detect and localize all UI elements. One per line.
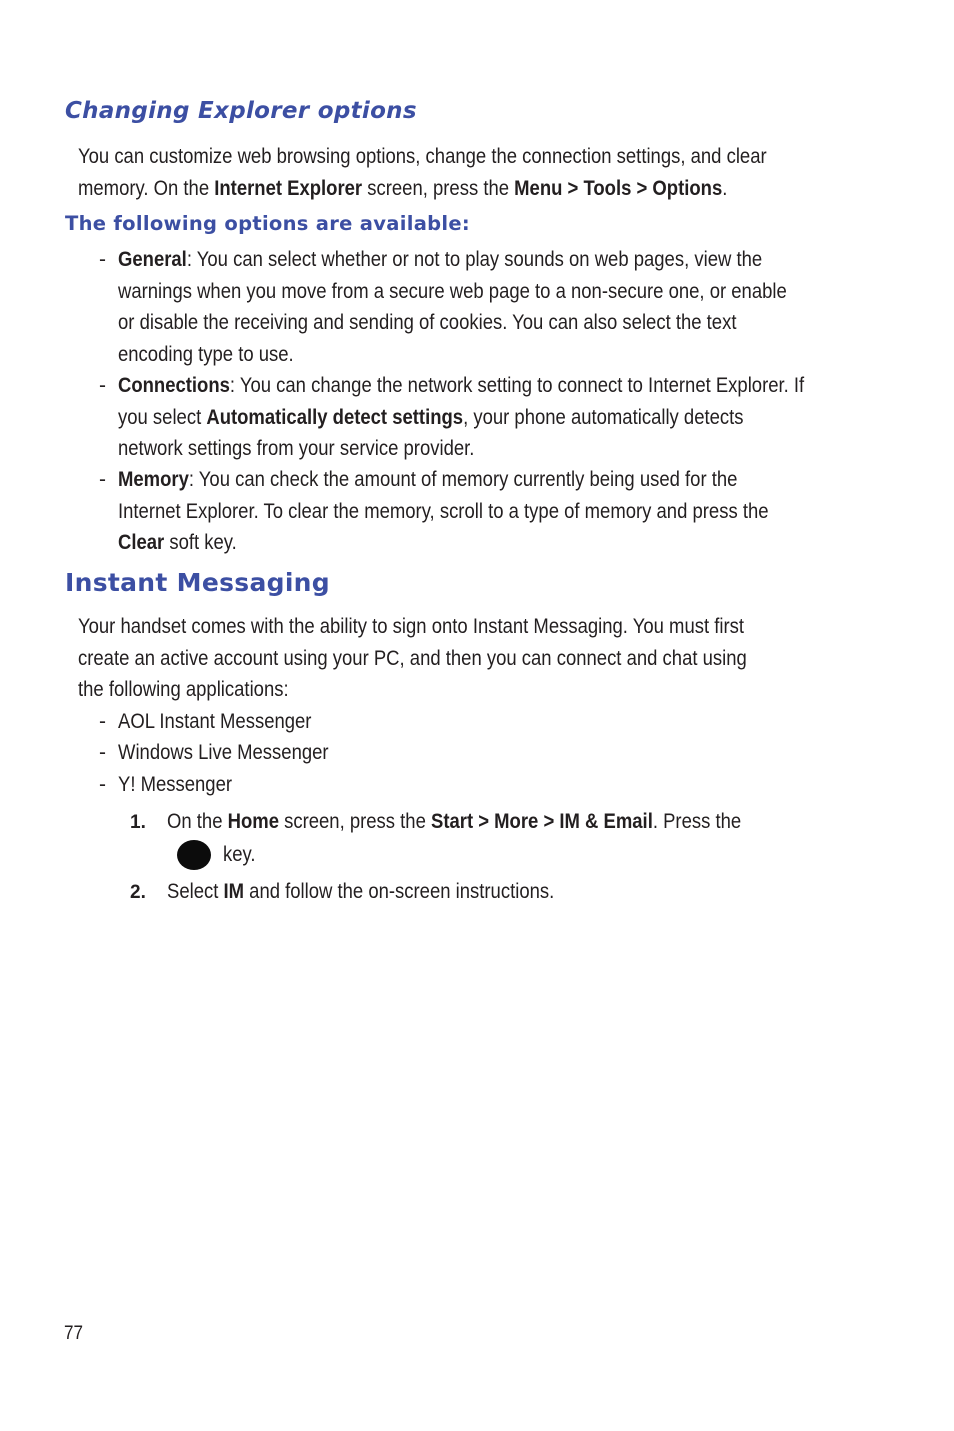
option-term: Memory <box>118 468 189 491</box>
option-term: Connections <box>118 374 230 397</box>
section-heading-instant-messaging: Instant Messaging <box>65 568 330 597</box>
option-general-text: General: You can select whether or not to play sounds on web pages, view the warnings when you move from a secure web page to a non-secure one, or enable or disable the receiving and sending of cookies. You can also select the text encoding type to use. <box>118 248 787 366</box>
list-dash: - <box>99 741 106 764</box>
app-windows-live: Windows Live Messenger <box>118 741 329 764</box>
round-action-key-icon <box>177 840 211 870</box>
option-memory-text: Memory: You can check the amount of memory currently being used for the Internet Explorer. To clear the memory, scroll to a type of memory and press the Clear soft key. <box>118 468 769 554</box>
step-2-text: Select IM and follow the on-screen instructions. <box>167 880 555 903</box>
step-number: 1. <box>130 812 146 833</box>
list-dash: - <box>99 468 106 491</box>
internet-explorer-label: Internet Explorer <box>214 176 363 200</box>
app-aol: AOL Instant Messenger <box>118 710 312 733</box>
option-connections-text: Connections: You can change the network setting to connect to Internet Explorer. If you select Automatically detect settings, your phone automatically detects network settings from your service provider. <box>118 374 805 460</box>
list-dash: - <box>99 248 106 271</box>
page-number: 77 <box>64 1323 84 1344</box>
subheading-available-options: The following options are available: <box>65 212 471 235</box>
explorer-options-intro: You can customize web browsing options, change the connection settings, and clear memory. On the Internet Explorer screen, press the Menu > Tools > Options. <box>78 145 767 200</box>
list-dash: - <box>99 374 106 397</box>
app-yahoo: Y! Messenger <box>118 773 233 796</box>
instant-messaging-intro: Your handset comes with the ability to sign onto Instant Messaging. You must first create an active account using your PC, and then you can connect and chat using the following applications: <box>78 615 747 701</box>
key-label: key. <box>223 843 256 866</box>
menu-path-label: Menu > Tools > Options <box>514 176 723 200</box>
step-1-text: On the Home screen, press the Start > More > IM & Email. Press the <box>167 810 742 833</box>
step-number: 2. <box>130 882 146 903</box>
list-dash: - <box>99 773 106 796</box>
list-dash: - <box>99 710 106 733</box>
option-term: General <box>118 248 187 271</box>
section-heading-explorer-options: Changing Explorer options <box>65 98 417 124</box>
